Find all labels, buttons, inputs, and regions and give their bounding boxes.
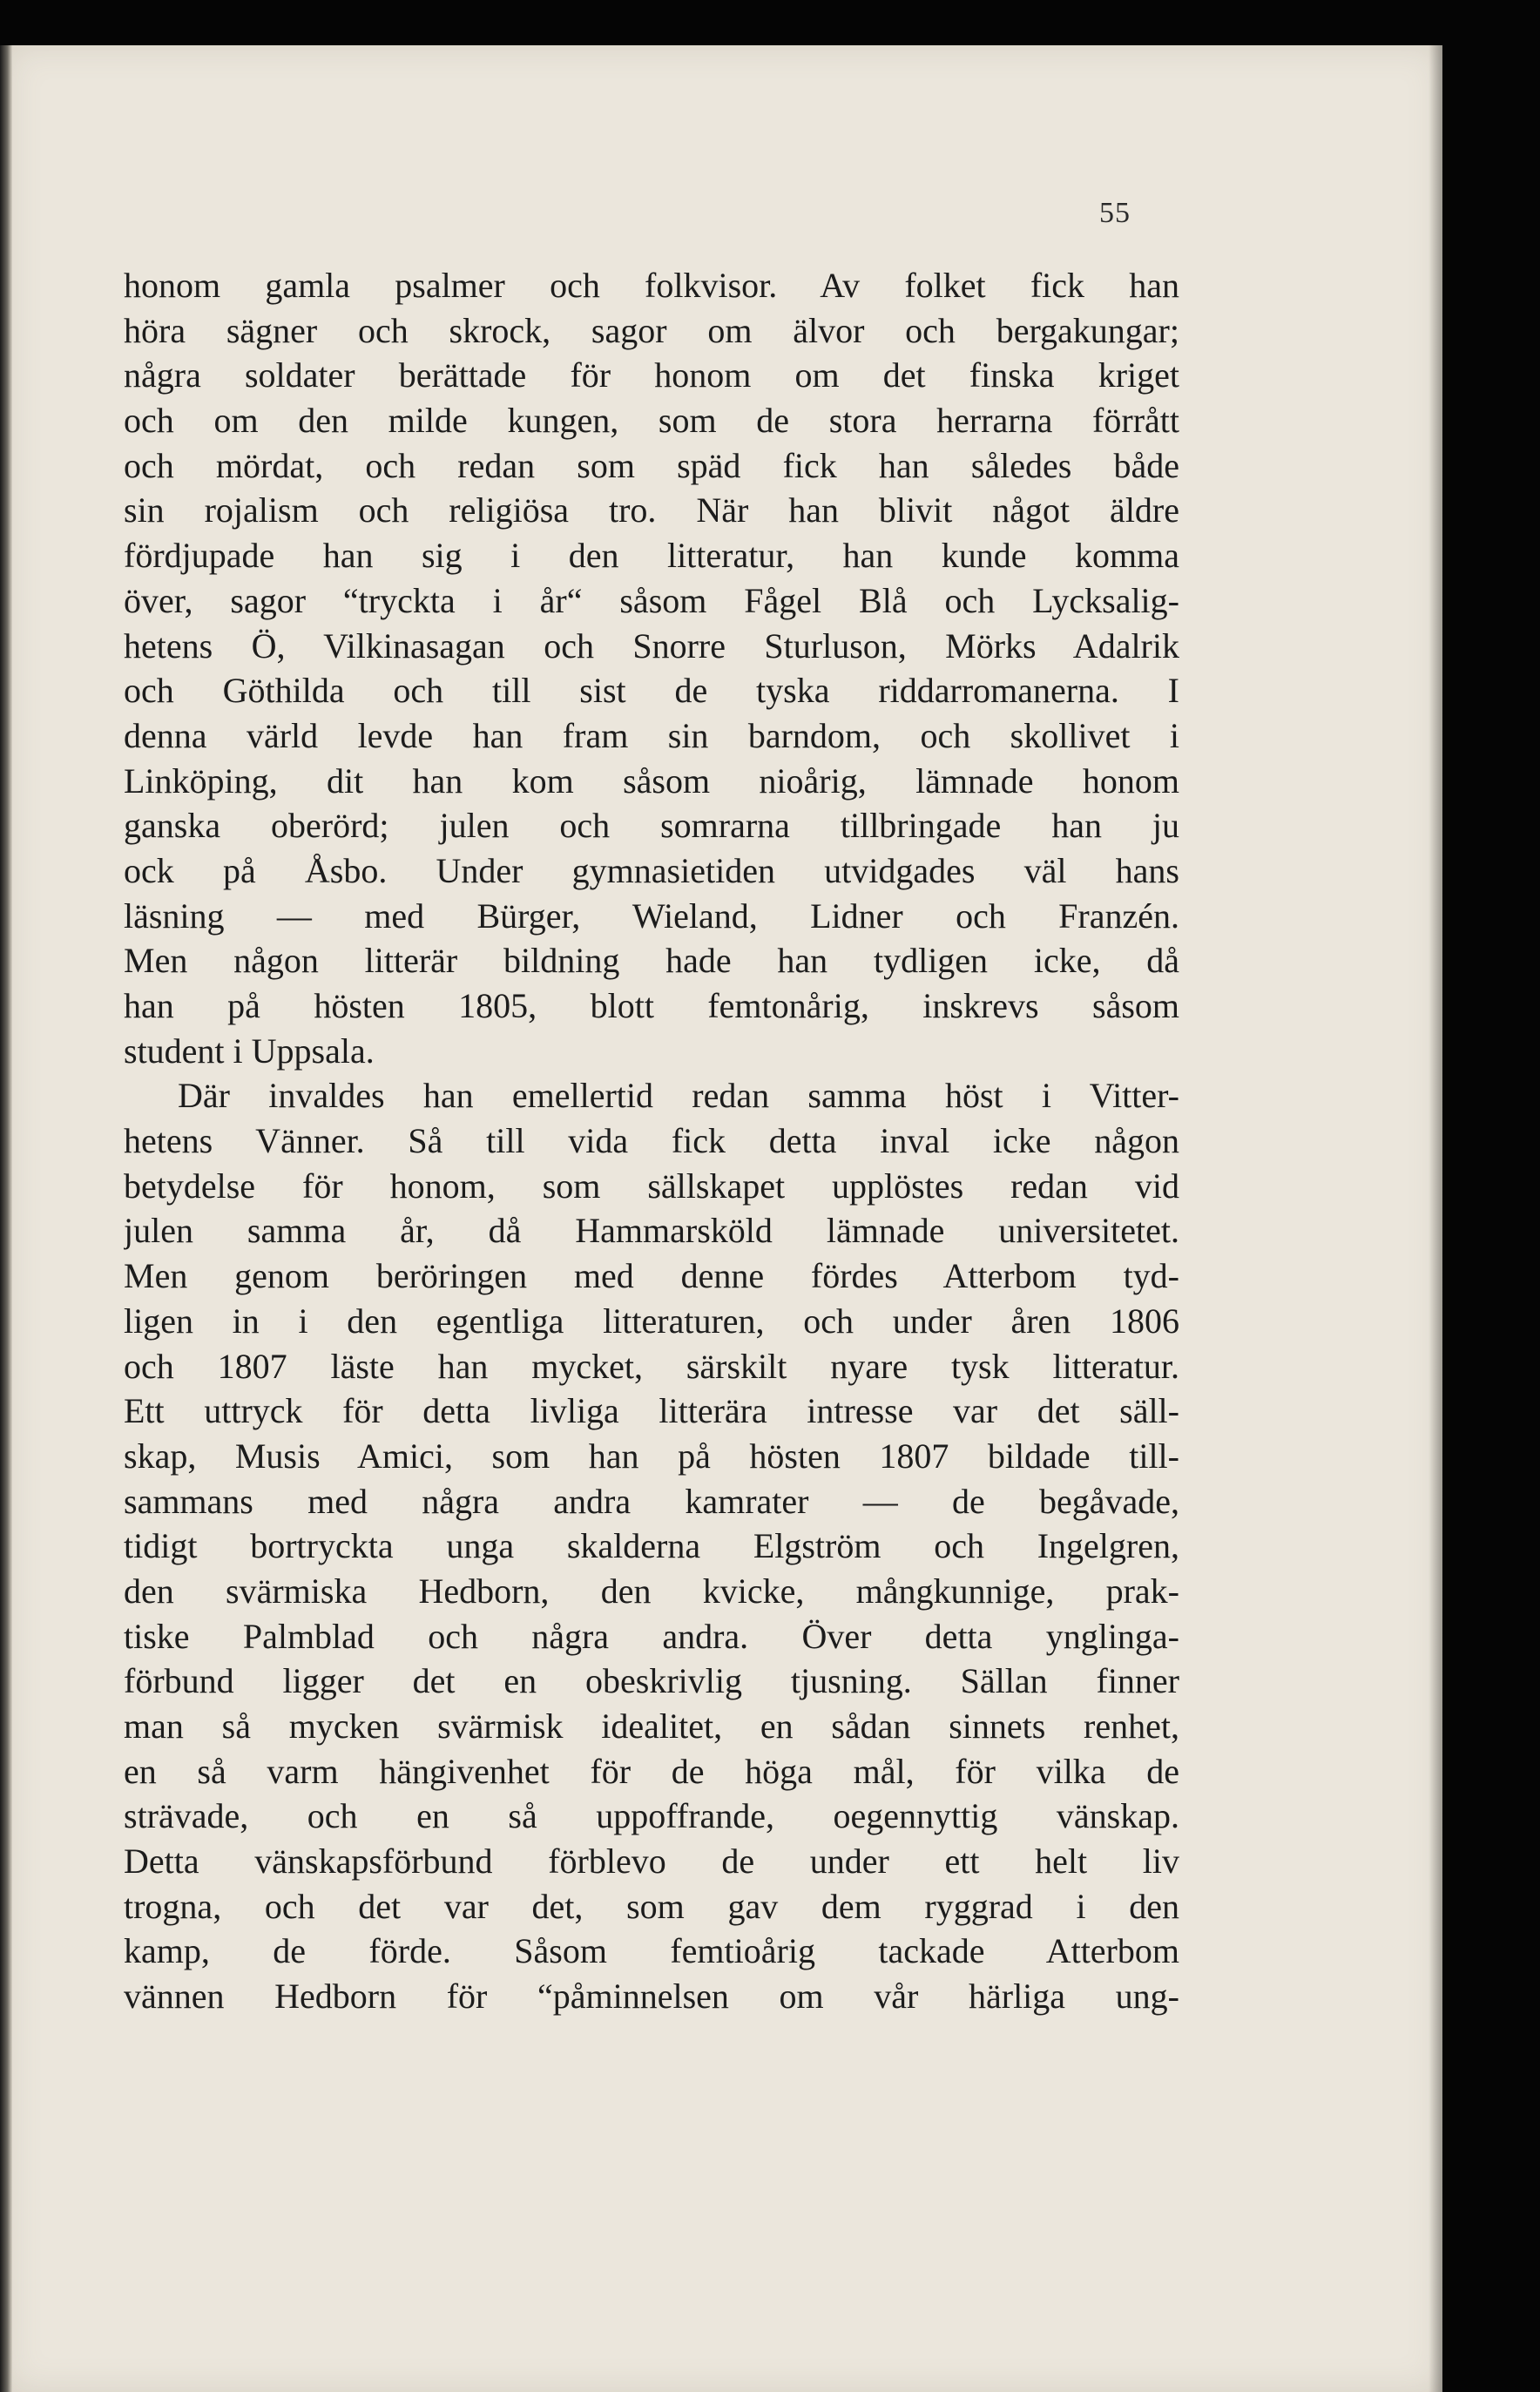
text-line: några soldater berättade för honom om det finska kriget xyxy=(124,355,1179,395)
text-line: ganska oberörd; julen och somrarna tillbringade han ju xyxy=(124,806,1179,846)
text-line: den svärmiska Hedborn, den kvicke, mångkunnige, prak- xyxy=(124,1571,1179,1611)
text-line: Ett uttryck för detta livliga litterära intresse var det säll- xyxy=(124,1391,1179,1431)
text-line: kamp, de förde. Såsom femtioårig tackade Atterbom xyxy=(124,1931,1179,1971)
page-number: 55 xyxy=(1099,197,1131,229)
text-line: han på hösten 1805, blott femtonårig, inskrevs såsom xyxy=(124,986,1179,1025)
text-line: trogna, och det var det, som gav dem ryggrad i den xyxy=(124,1886,1179,1926)
text-line: hetens Ö, Vilkinasagan och Snorre Sturluson, Mörks Adalrik xyxy=(124,625,1179,666)
text-line: student i Uppsala. xyxy=(124,1030,375,1071)
text-line: man så mycken svärmisk idealitet, en sådan sinnets renhet, xyxy=(124,1706,1179,1746)
text-line: läsning — med Bürger, Wieland, Lidner och Franzén. xyxy=(124,895,1179,936)
text-line: en så varm hängivenhet för de höga mål, för vilka de xyxy=(124,1751,1179,1791)
text-line: sammans med några andra kamrater — de begåvade, xyxy=(124,1481,1179,1521)
text-line: Detta vänskapsförbund förblevo de under ett helt liv xyxy=(124,1841,1179,1882)
text-line: betydelse för honom, som sällskapet upplöstes redan vid xyxy=(124,1166,1179,1206)
text-line: fördjupade han sig i den litteratur, han kunde komma xyxy=(124,536,1179,576)
text-line: Linköping, dit han kom såsom nioårig, lämnade honom xyxy=(124,760,1179,801)
text-line: och mördat, och redan som späd fick han således både xyxy=(124,445,1179,485)
text-line: sin rojalism och religiösa tro. När han blivit något äldre xyxy=(124,490,1179,530)
text-line: tiske Palmblad och några andra. Över detta ynglinga- xyxy=(124,1616,1179,1656)
text-line: strävade, och en så uppoffrande, oegennyttig vänskap. xyxy=(124,1796,1179,1836)
text-line: och Göthilda och till sist de tyska riddarromanerna. I xyxy=(124,671,1179,711)
text-line: höra sägner och skrock, sagor om älvor och bergakungar; xyxy=(124,310,1179,350)
text-line: honom gamla psalmer och folkvisor. Av folket fick han xyxy=(124,266,1179,305)
text-line: tidigt bortryckta unga skalderna Elgström och Ingelgren, xyxy=(124,1526,1179,1566)
text-line: och om den milde kungen, som de stora herrarna förrått xyxy=(124,401,1179,441)
text-line: vännen Hedborn för “påminnelsen om vår härliga ung- xyxy=(124,1976,1179,2017)
text-line: julen samma år, då Hammarsköld lämnade universitetet. xyxy=(124,1211,1179,1251)
text-line: Men någon litterär bildning hade han tydligen icke, då xyxy=(124,941,1179,981)
text-line: Där invaldes han emellertid redan samma höst i Vitter- xyxy=(178,1076,1179,1116)
text-line: ock på Åsbo. Under gymnasietiden utvidgades väl hans xyxy=(124,850,1179,890)
text-line: Men genom beröringen med denne fördes Atterbom tyd- xyxy=(124,1256,1179,1296)
text-line: skap, Musis Amici, som han på hösten 1807 bildade till- xyxy=(124,1436,1179,1476)
page-edge-shadow xyxy=(1429,45,1444,2392)
text-line: hetens Vänner. Så till vida fick detta inval icke någon xyxy=(124,1121,1179,1161)
text-line: förbund ligger det en obeskrivlig tjusning. Sällan finner xyxy=(124,1661,1179,1701)
text-line: denna värld levde han fram sin barndom, och skollivet i xyxy=(124,715,1179,755)
body-text xyxy=(124,263,1179,2019)
text-line: över, sagor “tryckta i år“ såsom Fågel Blå och Lycksalig- xyxy=(124,580,1179,620)
text-line: ligen in i den egentliga litteraturen, och under åren 1806 xyxy=(124,1301,1179,1341)
text-line: och 1807 läste han mycket, särskilt nyare tysk litteratur. xyxy=(124,1346,1179,1386)
page-binding-edge xyxy=(0,45,12,2392)
